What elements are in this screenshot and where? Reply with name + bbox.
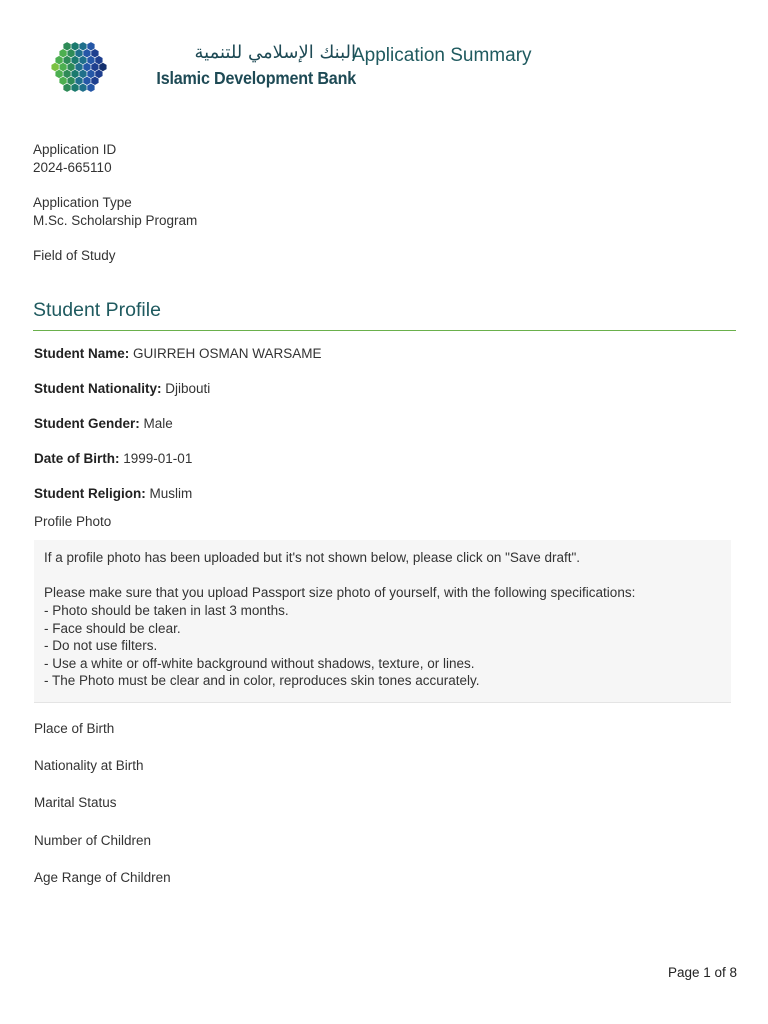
application-id-label: Application ID xyxy=(33,142,117,157)
profile-photo-note xyxy=(34,540,731,703)
student-religion-field xyxy=(34,486,192,501)
logo-hexagon xyxy=(59,49,66,57)
field-label: Student Nationality: xyxy=(34,381,162,396)
field-value: Djibouti xyxy=(165,381,211,396)
logo-hexagon xyxy=(95,56,102,64)
application-id-value: 2024-665110 xyxy=(33,160,112,175)
logo-hexagon xyxy=(71,56,78,64)
section-title-student-profile: Student Profile xyxy=(33,299,161,321)
profile-photo-label: Profile Photo xyxy=(34,514,112,529)
logo-hexagon xyxy=(79,42,86,50)
logo-hexagon xyxy=(63,70,70,78)
number-of-children-label: Number of Children xyxy=(34,833,152,848)
note-line: If a profile photo has been uploaded but it's not shown below, please click on "Save draft". xyxy=(44,550,581,565)
field-value: 1999-01-01 xyxy=(123,451,193,466)
logo-hexagon xyxy=(59,77,66,85)
place-of-birth-label: Place of Birth xyxy=(34,721,115,736)
logo-hexagon xyxy=(83,63,90,71)
logo-hexagon xyxy=(79,83,86,91)
logo-hexagon xyxy=(71,83,78,91)
logo-hexagon xyxy=(63,83,70,91)
logo-hexagon xyxy=(95,70,102,78)
logo-hexagon xyxy=(79,70,86,78)
note-line: - The Photo must be clear and in color, reproduces skin tones accurately. xyxy=(44,673,480,688)
student-name-field xyxy=(34,346,322,361)
logo-hexagon xyxy=(87,42,94,50)
field-label: Date of Birth: xyxy=(34,451,120,466)
field-of-study-label: Field of Study xyxy=(33,248,116,263)
student-nationality-field xyxy=(34,381,210,396)
application-type-value: M.Sc. Scholarship Program xyxy=(33,213,198,228)
logo-hexagon xyxy=(83,49,90,57)
logo-hexagon xyxy=(51,63,58,71)
section-divider xyxy=(33,330,736,331)
age-range-of-children-label: Age Range of Children xyxy=(34,870,171,885)
header xyxy=(36,36,736,98)
logo-hexagon xyxy=(91,49,98,57)
logo-hexagon xyxy=(99,63,106,71)
logo-hexagon xyxy=(87,83,94,91)
logo-hexagon xyxy=(67,63,74,71)
logo-hexagon xyxy=(63,56,70,64)
marital-status-label: Marital Status xyxy=(34,795,117,810)
note-line: - Do not use filters. xyxy=(44,638,158,653)
note-line: - Photo should be taken in last 3 months. xyxy=(44,603,289,618)
field-label: Student Gender: xyxy=(34,416,140,431)
logo-hexagon xyxy=(59,63,66,71)
note-line: - Face should be clear. xyxy=(44,621,181,636)
logo-hexagon xyxy=(91,63,98,71)
date-of-birth-field xyxy=(34,451,192,466)
logo-hexagon xyxy=(71,70,78,78)
field-value: Male xyxy=(143,416,173,431)
bank-name-english: Islamic Development Bank xyxy=(156,68,356,88)
idb-globe-logo-icon xyxy=(36,38,122,96)
document-title: Application Summary xyxy=(352,45,532,66)
field-value: Muslim xyxy=(149,486,193,501)
field-label: Student Religion: xyxy=(34,486,146,501)
field-label: Student Name: xyxy=(34,346,130,361)
application-type-label: Application Type xyxy=(33,195,132,210)
logo-hexagon xyxy=(67,49,74,57)
nationality-at-birth-label: Nationality at Birth xyxy=(34,758,144,773)
logo-hexagon xyxy=(71,42,78,50)
logo-hexagon xyxy=(55,56,62,64)
bank-name-arabic: البنك الإسلامي للتنمية xyxy=(194,42,356,63)
logo-hexagon xyxy=(63,42,70,50)
logo-hexagon xyxy=(87,56,94,64)
bank-name xyxy=(126,40,356,90)
note-line: - Use a white or off-white background without shadows, texture, or lines. xyxy=(44,656,475,671)
note-line: Please make sure that you upload Passport size photo of yourself, with the following specifications: xyxy=(44,585,636,600)
logo-hexagon xyxy=(75,63,82,71)
logo-hexagon xyxy=(91,77,98,85)
logo-hexagon xyxy=(83,77,90,85)
field-value: GUIRREH OSMAN WARSAME xyxy=(133,346,322,361)
logo-hexagon xyxy=(55,70,62,78)
logo-hexagon xyxy=(75,49,82,57)
page-number: Page 1 of 8 xyxy=(667,965,737,980)
logo-hexagon xyxy=(87,70,94,78)
logo-hexagon xyxy=(79,56,86,64)
logo-hexagon xyxy=(75,77,82,85)
logo-hexagon xyxy=(67,77,74,85)
student-gender-field xyxy=(34,416,173,431)
